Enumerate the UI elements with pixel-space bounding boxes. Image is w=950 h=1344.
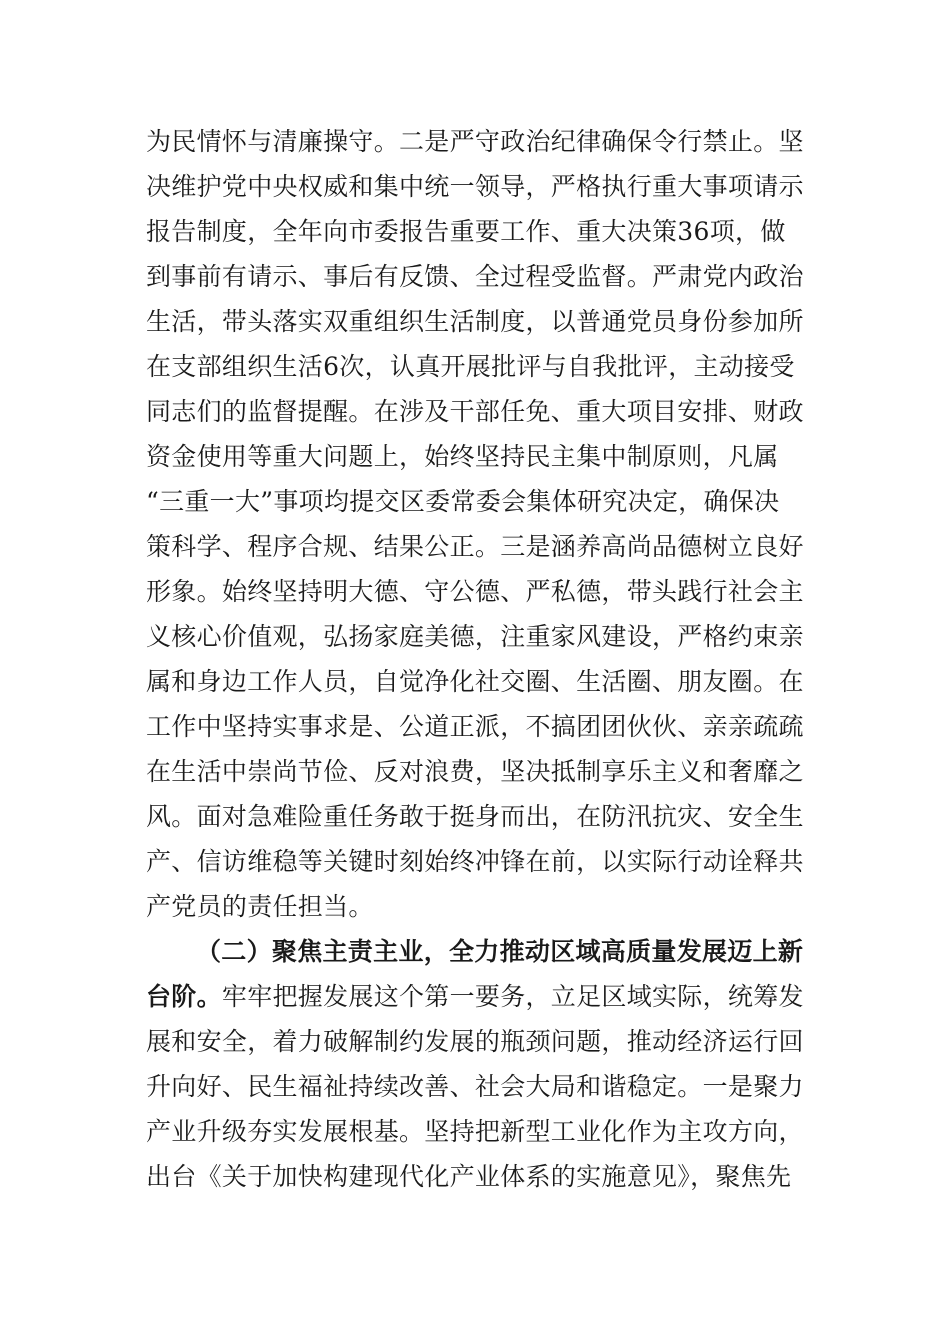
text-line: 策科学、程序合规、结果公正。三是涵养高尚品德树立良好 bbox=[146, 532, 804, 561]
text-line: 到事前有请示、事后有反馈、全过程受监督。严肃党内政治 bbox=[146, 262, 804, 291]
text-line: 产党员的责任担当。 bbox=[146, 892, 374, 921]
section-heading: （二）聚焦主责主业，全力推动区域高质量发展迈上新 bbox=[196, 937, 804, 966]
text-line: 工作中坚持实事求是、公道正派，不搞团团伙伙、亲亲疏疏 bbox=[146, 712, 804, 741]
text-line: 决维护党中央权威和集中统一领导，严格执行重大事项请示 bbox=[146, 172, 804, 201]
text-line: 报告制度，全年向市委报告重要工作、重大决策36项，做 bbox=[146, 217, 786, 246]
text-line: 升向好、民生福祉持续改善、社会大局和谐稳定。一是聚力 bbox=[146, 1072, 804, 1101]
text-line: “三重一大”事项均提交区委常委会集体研究决定，确保决 bbox=[146, 487, 780, 516]
text-line: 形象。始终坚持明大德、守公德、严私德，带头践行社会主 bbox=[146, 577, 804, 606]
section-heading-continuation bbox=[146, 982, 806, 1012]
text-line: 同志们的监督提醒。在涉及干部任免、重大项目安排、财政 bbox=[146, 397, 804, 426]
text-line: 产业升级夯实发展根基。坚持把新型工业化作为主攻方向， bbox=[146, 1117, 804, 1146]
text-line: 资金使用等重大问题上，始终坚持民主集中制原则，凡属 bbox=[146, 442, 779, 471]
text-line: 在支部组织生活6次，认真开展批评与自我批评，主动接受 bbox=[146, 352, 795, 381]
text-line: 在生活中崇尚节俭、反对浪费，坚决抵制享乐主义和奢靡之 bbox=[146, 757, 804, 786]
text-line: 为民情怀与清廉操守。二是严守政治纪律确保令行禁止。坚 bbox=[146, 127, 804, 156]
text-line: 义核心价值观，弘扬家庭美德，注重家风建设，严格约束亲 bbox=[146, 622, 804, 651]
text-line: 出台《关于加快构建现代化产业体系的实施意见》，聚焦先 bbox=[146, 1162, 792, 1191]
section-heading-end: 台阶。 bbox=[146, 982, 222, 1011]
text-line: 展和安全，着力破解制约发展的瓶颈问题，推动经济运行回 bbox=[146, 1027, 804, 1056]
text-line: 生活，带头落实双重组织生活制度，以普通党员身份参加所 bbox=[146, 307, 804, 336]
text-line: 风。面对急难险重任务敢于挺身而出，在防汛抗灾、安全生 bbox=[146, 802, 804, 831]
paragraph-text: 牢牢把握发展这个第一要务，立足区域实际，统筹发 bbox=[221, 982, 804, 1011]
text-line: 产、信访维稳等关键时刻始终冲锋在前，以实际行动诠释共 bbox=[146, 847, 804, 876]
text-line: 属和身边工作人员，自觉净化社交圈、生活圈、朋友圈。在 bbox=[146, 667, 804, 696]
